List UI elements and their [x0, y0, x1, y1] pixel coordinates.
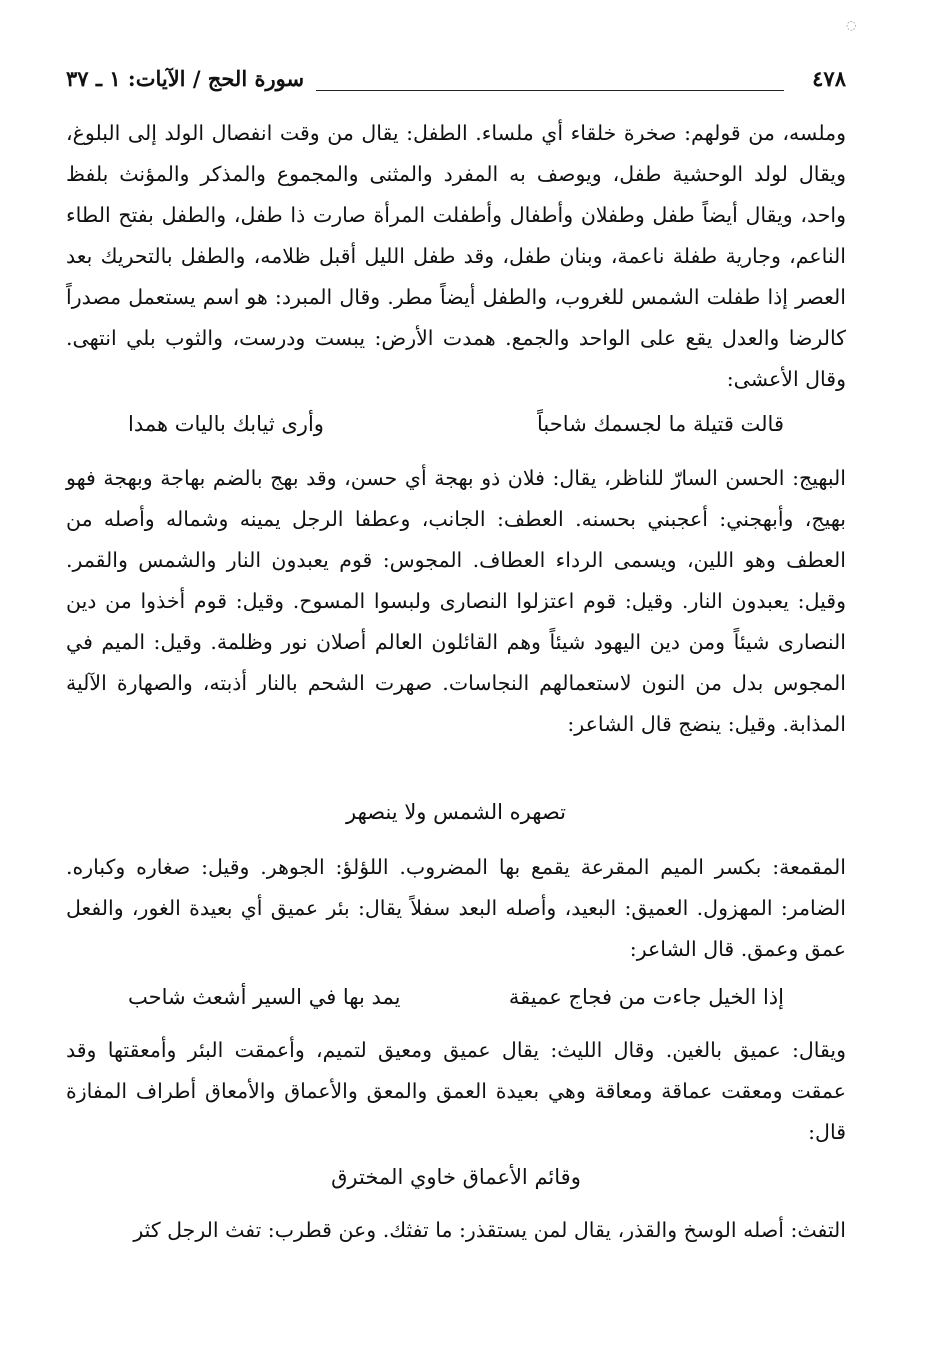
paragraph: البهيج: الحسن السارّ للناظر، يقال: فلان ذو بهجة أي حسن، وقد بهج بالضم بهاجة وبهجة فهو بهيج، وأبهجني: أعجبني بحسنه. العطف: الجانب، وعطفا الرجل يمينه وشماله وأصله من العطف وهو اللين، ويسمى الرداء العطاف. المجوس: قوم يعبدون النار والشمس والقمر. وقيل: يعبدون النار. وقيل: قوم اعتزلوا النصارى ولبسوا المسوح. وقيل: قوم أخذوا من دين النصارى شيئاً ومن دين اليهود شيئاً وهم القائلون العالم أصلان نور وظلمة. وقيل: الميم في المجوس بدل من النون لاستعمالهم النجاسات. صهرت الشحم بالنار أذبته، والصهارة الآلية المذابة. وقيل: ينضج قال الشاعر:	[66, 466, 846, 736]
verse-second-hemistich: يمد بها في السير أشعث شاحب	[128, 985, 401, 1009]
page-header	[66, 66, 846, 96]
verse-second-hemistich: وأرى ثيابك باليات همدا	[128, 412, 324, 436]
page-number: ٤٧٨	[812, 66, 846, 91]
paragraph: وملسه، من قولهم: صخرة خلقاء أي ملساء. الطفل: يقال من وقت انفصال الولد إلى البلوغ، ويقال لولد الوحشية طفل، ويوصف به المفرد والمثنى والمجموع والمذكر والمؤنث بلفظ واحد، ويقال أيضاً طفل وطفلان وأطفال وأطفلت المرأة صارت ذا طفل، والطفل بفتح الطاء الناعم، وجارية طفلة ناعمة، وبنان طفل، وقد طفل الليل أقبل ظلامه، والطفل بالتحريك بعد العصر إذا طفلت الشمس للغروب، والطفل أيضاً مطر. وقال المبرد: هو اسم يستعمل مصدراً كالرضا والعدل يقع على الواحد والجمع. همدت الأرض: يبست ودرست، والثوب بلي انتهى. وقال الأعشى:	[66, 121, 846, 391]
verse: وقائم الأعماق خاوي المخترق	[331, 1165, 581, 1189]
verse-first-hemistich: قالت قتيلة ما لجسمك شاحباً	[537, 412, 784, 436]
verse-first-hemistich: إذا الخيل جاءت من فجاج عميقة	[508, 985, 784, 1009]
verse	[66, 412, 846, 452]
paragraph: المقمعة: بكسر الميم المقرعة يقمع بها المضروب. اللؤلؤ: الجوهر. وقيل: صغاره وكباره. الضامر: المهزول. العميق: البعيد، وأصله البعد سفلاً يقال: بئر عميق أي بعيدة الغور، والفعل عمق وعمق. قال الشاعر:	[66, 855, 846, 961]
header-rule	[316, 90, 784, 91]
verse: تصهره الشمس ولا ينصهر	[345, 800, 566, 824]
verse	[66, 985, 846, 1025]
scan-mark-icon: ◌	[846, 18, 857, 32]
paragraph: التفث: أصله الوسخ والقذر، يقال لمن يستقذر: ما تفثك. وعن قطرب: تفث الرجل كثر	[133, 1218, 846, 1242]
running-title: سورة الحج / الآيات: ١ ـ ٣٧	[66, 66, 305, 91]
paragraph: ويقال: عميق بالغين. وقال الليث: يقال عميق ومعيق لتميم، وأعمقت البئر وأمعقتها وقد عمقت ومعقت عماقة ومعاقة وهي بعيدة العمق والمعق والأعماق والأمعاق أطراف المفازة قال:	[66, 1038, 846, 1144]
